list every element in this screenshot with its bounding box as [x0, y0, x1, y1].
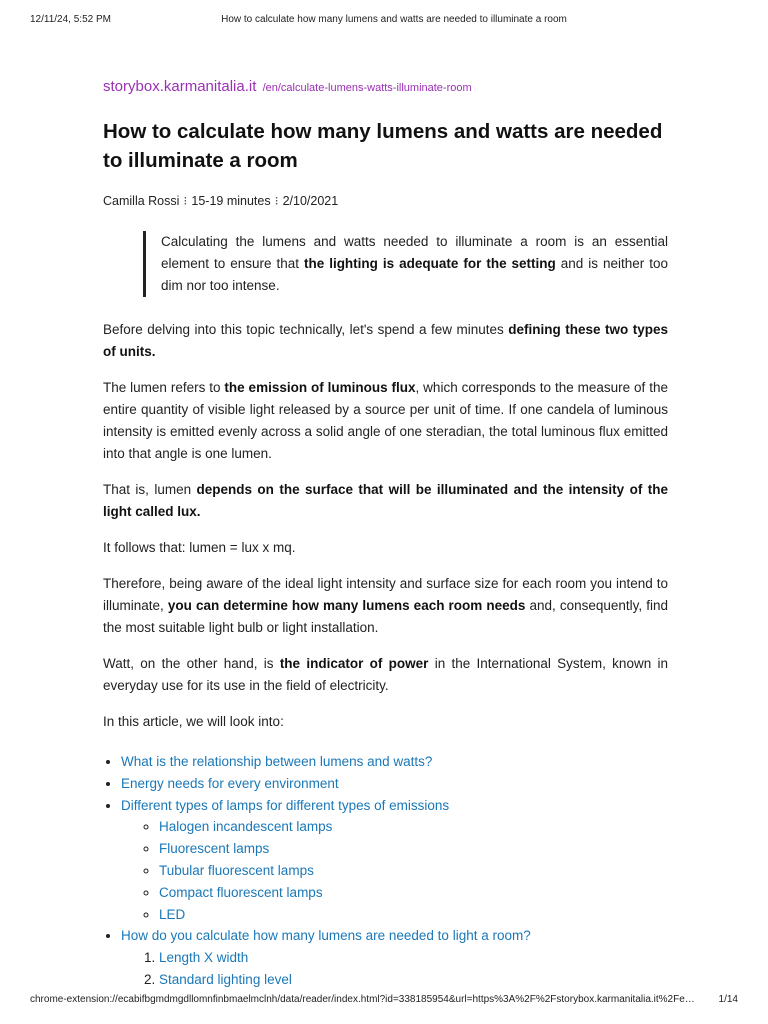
list-item — [121, 773, 668, 795]
list-item — [159, 904, 668, 926]
table-of-contents — [103, 751, 668, 991]
text: in the International System, known in everyday use for its use in the field of electricity. — [103, 656, 668, 693]
text: That is, lumen — [103, 482, 197, 497]
list-item — [121, 925, 668, 990]
text: Before delving into this topic technically, let's spend a few minutes — [103, 322, 509, 337]
print-title: How to calculate how many lumens and watts are needed to illuminate a room — [221, 14, 567, 25]
page-url: chrome-extension://ecabifbgmdmgdllomnfinbmaelmclnh/data/reader/index.html?id=338185954&url=https%3A%2F%2Fstorybox.karmanitalia.it%2Fe… — [30, 994, 695, 1005]
reading-time: 15-19 minutes — [191, 194, 271, 208]
text: The lumen refers to — [103, 380, 225, 395]
quote-text: Calculating the lumens and watts needed to illuminate a room is an essential element to ensure that — [161, 234, 668, 271]
article-content — [103, 78, 668, 991]
bold-text: you can determine how many lumens each room needs — [167, 598, 526, 613]
toc-link[interactable]: Standard lighting level — [159, 971, 292, 987]
toc-link[interactable]: How do you calculate how many lumens are needed to light a room? — [121, 928, 531, 944]
toc-link[interactable]: Length X width — [159, 950, 249, 966]
paragraph-7: In this article, we will look into: — [103, 714, 284, 729]
bold-text: defining these two types of units. — [103, 322, 668, 359]
text: Watt, on the other hand, is — [103, 656, 280, 671]
list-item — [159, 882, 668, 904]
list-item — [159, 860, 668, 882]
toc-link[interactable]: Halogen incandescent lamps — [159, 819, 333, 835]
toc-link[interactable]: Energy needs for every environment — [121, 775, 339, 791]
paragraph-2 — [103, 377, 668, 465]
list-item — [121, 795, 668, 926]
toc-link[interactable]: Tubular fluorescent lamps — [159, 862, 314, 878]
paragraph-1 — [103, 319, 668, 363]
list-item — [121, 751, 668, 773]
bold-text: the indicator of power — [279, 656, 429, 671]
site-domain[interactable]: storybox.karmanitalia.it — [103, 78, 257, 95]
article-meta — [103, 193, 668, 208]
toc-link[interactable]: What is the relationship between lumens and watts? — [121, 754, 433, 769]
bold-text: depends on the surface that will be illuminated and the intensity of the light called lux. — [103, 482, 668, 519]
bold-text: the emission of luminous flux — [224, 380, 416, 395]
page-number: 1/14 — [718, 994, 738, 1005]
toc-link[interactable]: Different types of lamps for different types of emissions — [121, 797, 450, 813]
toc-link[interactable]: Compact fluorescent lamps — [159, 884, 323, 900]
text: Therefore, being aware of the ideal light intensity and surface size for each room you intend to illuminate, — [103, 576, 668, 613]
intro-quote — [143, 231, 668, 297]
meta-separator: ⁝ — [274, 194, 279, 208]
page-title: How to calculate how many lumens and watts are needed to illuminate a room — [103, 120, 663, 172]
meta-separator: ⁝ — [183, 194, 188, 208]
paragraph-6 — [103, 653, 668, 697]
toc-sublist — [121, 816, 668, 925]
list-item — [159, 816, 668, 838]
print-datetime: 12/11/24, 5:52 PM — [30, 14, 111, 25]
publish-date: 2/10/2021 — [282, 194, 339, 208]
text: , which corresponds to the measure of the entire quantity of visible light released by a source per unit of time. If one candela of luminous intensity is emitted evenly across a solid angle of one steradian, the total luminous flux emitted into that angle is one lumen. — [103, 380, 668, 461]
author: Camilla Rossi — [103, 194, 180, 208]
text: and, consequently, find the most suitable light bulb or light installation. — [103, 598, 669, 635]
toc-ordered-sublist — [121, 947, 668, 991]
toc-link[interactable]: LED — [159, 906, 186, 922]
quote-text-end: and is neither too dim nor too intense. — [161, 256, 668, 293]
quote-bold: the lighting is adequate for the setting — [303, 256, 556, 271]
list-item — [159, 969, 668, 991]
toc-link[interactable]: Fluorescent lamps — [159, 841, 270, 857]
site-path[interactable]: /en/calculate-lumens-watts-illuminate-room — [262, 82, 472, 94]
paragraph-3 — [103, 479, 668, 523]
paragraph-4: It follows that: lumen = lux x mq. — [103, 540, 296, 555]
site-link[interactable] — [103, 78, 668, 95]
list-item — [159, 947, 668, 969]
list-item — [159, 838, 668, 860]
paragraph-5 — [103, 573, 668, 639]
